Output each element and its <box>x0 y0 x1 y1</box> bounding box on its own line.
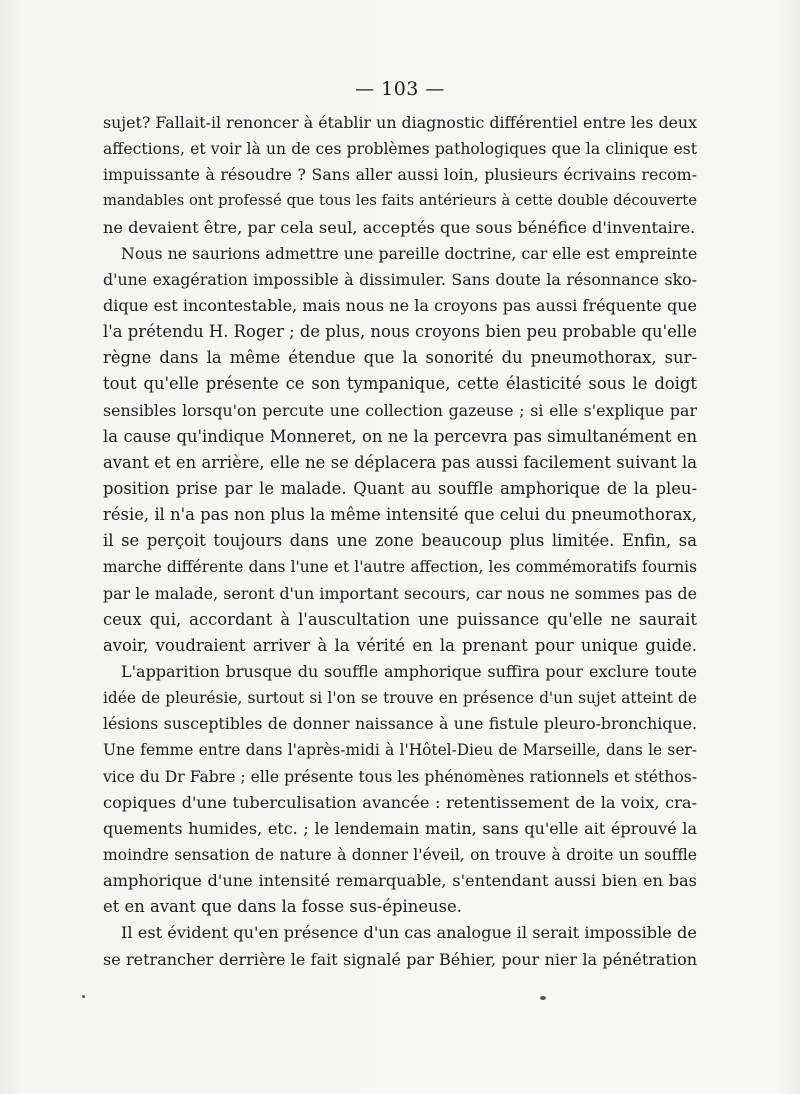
body-text <box>103 110 697 973</box>
text-line: Il est évident qu'en présence d'un cas analogue il serait impossible de <box>121 923 697 943</box>
text-line: avoir, voudraient arriver à la vérité en la prenant pour unique guide. <box>103 635 697 655</box>
text-line: position prise par le malade. Quant au souffle amphorique de la pleu- <box>103 478 697 498</box>
print-speck <box>540 996 546 1000</box>
text-line: Nous ne saurions admettre une pareille doctrine, car elle est empreinte <box>121 243 698 263</box>
paragraph <box>103 110 697 241</box>
text-line: ceux qui, accordant à l'auscultation une puissance qu'elle ne saurait <box>103 609 697 629</box>
text-line: affections, et voir là un de ces problèmes pathologiques que la clinique est <box>103 140 697 159</box>
text-line: la cause qu'indique Monneret, on ne la percevra pas simultanément en <box>103 426 697 446</box>
text-line: dique est incontestable, mais nous ne la croyons pas aussi fréquente que <box>103 295 697 315</box>
text-line: sensibles lorsqu'on percute une collection gazeuse ; si elle s'explique par <box>103 400 697 420</box>
text-line: copiques d'une tuberculisation avancée : retentissement de la voix, cra- <box>103 792 697 812</box>
text-line: mandables ont professé que tous les faits antérieurs à cette double découverte <box>103 192 697 210</box>
text-line: L'apparition brusque du souffle amphorique suffira pour exclure toute <box>121 661 697 681</box>
text-line: et en avant que dans la fosse sus-épineuse. <box>103 897 462 917</box>
text-line: moindre sensation de nature à donner l'éveil, on trouve à droite un souffle <box>103 845 697 864</box>
text-line: idée de pleurésie, surtout si l'on se trouve en présence d'un sujet atteint de <box>103 689 697 708</box>
text-line: résie, il n'a pas non plus la même intensité que celui du pneumothorax, <box>103 505 697 525</box>
text-line: d'une exagération impossible à dissimuler. Sans doute la résonnance sko- <box>103 269 697 289</box>
print-speck <box>82 995 85 998</box>
text-line: il se perçoit toujours dans une zone beaucoup plus limitée. Enfin, sa <box>103 531 697 551</box>
text-line: règne dans la même étendue que la sonorité du pneumothorax, sur- <box>103 348 697 368</box>
text-line: Une femme entre dans l'après-midi à l'Hôtel-Dieu de Marseille, dans le ser- <box>103 741 697 760</box>
text-line: vice du Dr Fabre ; elle présente tous les phénomènes rationnels et stéthos- <box>103 767 697 786</box>
text-line: tout qu'elle présente ce son tympanique, cette élasticité sous le doigt <box>103 374 697 394</box>
page-number: — 103 — <box>355 78 445 100</box>
text-line: par le malade, seront d'un important secours, car nous ne sommes pas de <box>103 583 697 603</box>
text-line: amphorique d'une intensité remarquable, s'entendant aussi bien en bas <box>103 871 697 891</box>
text-line: impuissante à résoudre ? Sans aller aussi loin, plusieurs écrivains recom- <box>103 165 697 185</box>
paragraph <box>103 920 697 972</box>
text-line: marche différente dans l'une et l'autre affection, les commémoratifs fournis <box>103 558 697 577</box>
text-line: lésions susceptibles de donner naissance à une fistule pleuro-bronchique. <box>103 714 697 734</box>
paragraph <box>103 241 697 659</box>
text-line: sujet? Fallait-il renoncer à établir un diagnostic différentiel entre les deux <box>103 113 697 132</box>
paragraph <box>103 659 697 920</box>
text-line: l'a prétendu H. Roger ; de plus, nous croyons bien peu probable qu'elle <box>103 322 697 342</box>
text-line: avant et en arrière, elle ne se déplacera pas aussi facilement suivant la <box>103 452 697 472</box>
text-line: quements humides, etc. ; le lendemain matin, sans qu'elle ait éprouvé la <box>103 818 697 838</box>
text-line: ne devaient être, par cela seul, acceptés que sous bénéfice d'inventaire. <box>103 217 696 237</box>
text-line: se retrancher derrière le fait signalé par Béhier, pour nier la pénétration <box>103 949 697 969</box>
